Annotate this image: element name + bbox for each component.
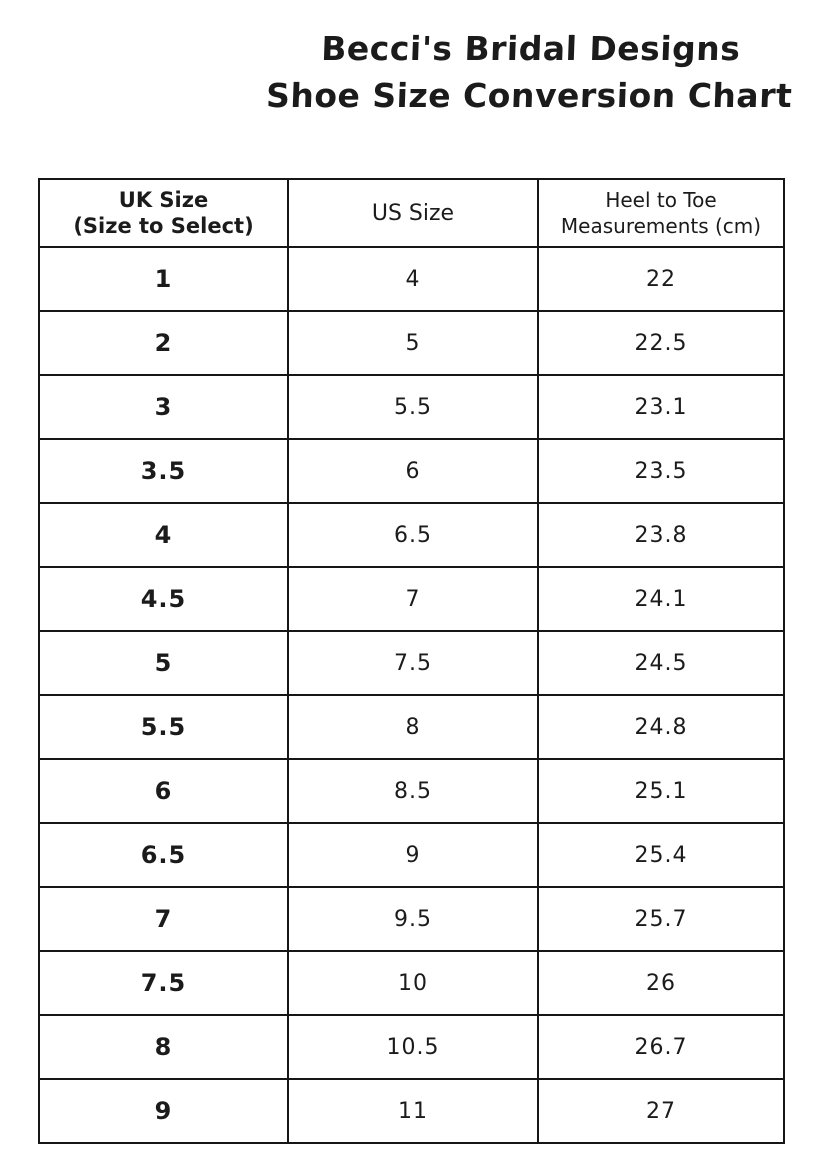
cm-measurement-cell: 22.5 xyxy=(538,311,784,375)
table-row xyxy=(39,503,784,567)
us-size-cell: 8 xyxy=(288,695,538,759)
uk-size-cell: 5 xyxy=(39,631,288,695)
header-heel-to-toe-line2: Measurements (cm) xyxy=(560,214,762,238)
uk-size-cell: 6 xyxy=(39,759,288,823)
uk-size-cell: 3 xyxy=(39,375,288,439)
uk-size-cell: 4.5 xyxy=(39,567,288,631)
table-row xyxy=(39,375,784,439)
header-uk-size-line1: UK Size xyxy=(118,187,209,212)
cm-measurement-cell: 24.8 xyxy=(538,695,784,759)
uk-size-cell: 9 xyxy=(39,1079,288,1143)
uk-size-cell: 7.5 xyxy=(39,951,288,1015)
cm-measurement-cell: 26.7 xyxy=(538,1015,784,1079)
page-title-line2: Shoe Size Conversion Chart xyxy=(265,75,793,115)
table-header-row xyxy=(39,179,784,247)
cm-measurement-cell: 24.5 xyxy=(538,631,784,695)
us-size-cell: 8.5 xyxy=(288,759,538,823)
cm-measurement-cell: 25.7 xyxy=(538,887,784,951)
cm-measurement-cell: 23.8 xyxy=(538,503,784,567)
us-size-cell: 9.5 xyxy=(288,887,538,951)
uk-size-cell: 6.5 xyxy=(39,823,288,887)
us-size-cell: 10 xyxy=(288,951,538,1015)
table-row xyxy=(39,1079,784,1143)
header-us-size xyxy=(288,179,538,247)
table-row xyxy=(39,439,784,503)
table-row xyxy=(39,247,784,311)
cm-measurement-cell: 25.4 xyxy=(538,823,784,887)
page-title-line1: Becci's Bridal Designs xyxy=(320,29,742,68)
us-size-cell: 4 xyxy=(288,247,538,311)
uk-size-cell: 8 xyxy=(39,1015,288,1079)
uk-size-cell: 7 xyxy=(39,887,288,951)
cm-measurement-cell: 25.1 xyxy=(538,759,784,823)
table-row xyxy=(39,311,784,375)
cm-measurement-cell: 23.1 xyxy=(538,375,784,439)
us-size-cell: 6 xyxy=(288,439,538,503)
header-heel-to-toe-line1: Heel to Toe xyxy=(605,188,717,212)
table-row xyxy=(39,1015,784,1079)
header-us-size-label: US Size xyxy=(371,200,455,226)
us-size-cell: 10.5 xyxy=(288,1015,538,1079)
uk-size-cell: 2 xyxy=(39,311,288,375)
header-uk-size xyxy=(39,179,288,247)
cm-measurement-cell: 22 xyxy=(538,247,784,311)
uk-size-cell: 1 xyxy=(39,247,288,311)
us-size-cell: 7.5 xyxy=(288,631,538,695)
cm-measurement-cell: 23.5 xyxy=(538,439,784,503)
header-uk-size-line2: (Size to Select) xyxy=(73,214,254,238)
table-row xyxy=(39,887,784,951)
page-title xyxy=(248,26,811,120)
uk-size-cell: 4 xyxy=(39,503,288,567)
uk-size-cell: 3.5 xyxy=(39,439,288,503)
table-row xyxy=(39,759,784,823)
cm-measurement-cell: 27 xyxy=(538,1079,784,1143)
us-size-cell: 5 xyxy=(288,311,538,375)
cm-measurement-cell: 26 xyxy=(538,951,784,1015)
us-size-cell: 9 xyxy=(288,823,538,887)
table-row xyxy=(39,951,784,1015)
header-heel-to-toe xyxy=(538,179,784,247)
table-row xyxy=(39,631,784,695)
uk-size-cell: 5.5 xyxy=(39,695,288,759)
table-row xyxy=(39,695,784,759)
conversion-table xyxy=(38,178,785,1144)
us-size-cell: 11 xyxy=(288,1079,538,1143)
table-row xyxy=(39,823,784,887)
cm-measurement-cell: 24.1 xyxy=(538,567,784,631)
table-row xyxy=(39,567,784,631)
us-size-cell: 7 xyxy=(288,567,538,631)
us-size-cell: 5.5 xyxy=(288,375,538,439)
us-size-cell: 6.5 xyxy=(288,503,538,567)
